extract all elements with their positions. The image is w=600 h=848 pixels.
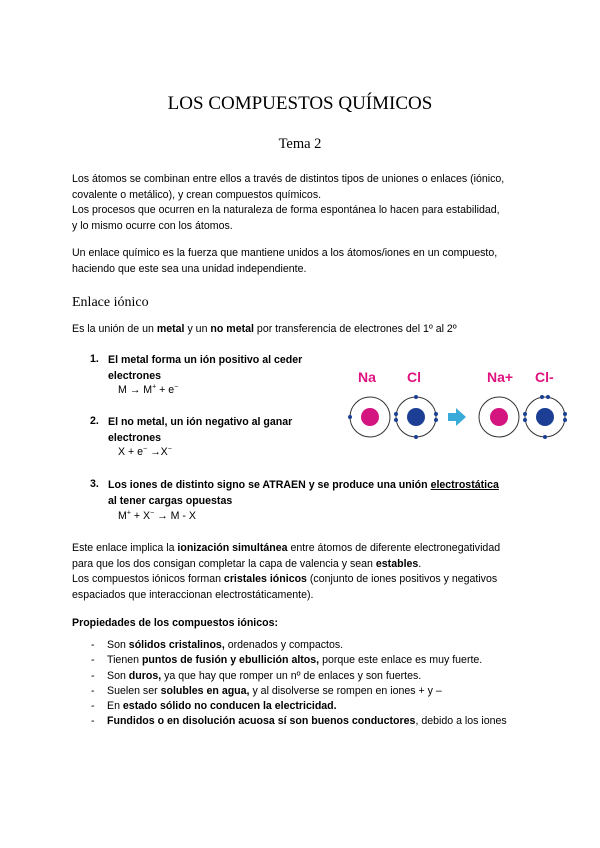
text-run: y al disolverse se rompen en iones + y – <box>249 684 442 697</box>
section-heading: Enlace iónico <box>72 295 149 310</box>
text-line: electrones <box>108 369 161 382</box>
text-run-bold: Fundidos o en disolución acuosa sí son buenos conductores <box>107 715 416 728</box>
text-line: espaciados que interaccionan electrostáticamente). <box>72 588 314 601</box>
bullet-dash: - <box>91 700 95 713</box>
list-item <box>91 714 551 729</box>
text-run: para que los dos consigan completar la capa de valencia y sean <box>72 557 376 570</box>
formula-part: M → M <box>118 384 153 396</box>
list-item <box>91 669 551 684</box>
step-formula <box>118 446 172 458</box>
formula-superscript: − <box>167 445 172 453</box>
ionic-bond-definition <box>72 322 542 338</box>
text-run-bold: metal <box>156 323 185 335</box>
bullet-dash: - <box>91 654 95 667</box>
text-run: ya que hay que romper un nº de enlaces y son fuertes. <box>161 669 422 682</box>
label-na: Na <box>358 369 376 385</box>
step-number: 2. <box>90 415 99 427</box>
label-na-plus: Na+ <box>487 369 514 385</box>
text-line: Los átomos se combinan entre ellos a través de distintos tipos de uniones o enlaces (iónico, <box>72 173 505 185</box>
text-run: ordenados y compactos. <box>224 639 344 651</box>
text-run: entre átomos de diferente electronegatividad <box>287 542 501 554</box>
sodium-ion <box>479 397 519 437</box>
label-cl: Cl <box>407 369 421 385</box>
formula-part: → M - X <box>154 510 196 522</box>
text-line: El metal forma un ión positivo al ceder <box>108 354 303 366</box>
text-run-bold: ionización simultánea <box>177 542 288 554</box>
text-line <box>72 541 552 557</box>
page-subtitle: Tema 2 <box>278 136 322 152</box>
step-text <box>108 478 548 509</box>
text-run-bold: solubles en agua, <box>160 684 250 697</box>
ionic-bond-diagram <box>340 362 576 458</box>
step-formula <box>118 510 196 522</box>
text-run: . <box>418 557 422 570</box>
bullet-dash: - <box>91 684 95 697</box>
text-line: y lo mismo ocurre con los átomos. <box>72 219 233 232</box>
text-run-bold: cristales iónicos <box>223 573 307 586</box>
step-text <box>108 353 348 384</box>
text-run-bold: estables <box>375 557 419 570</box>
formula-superscript: + <box>152 383 157 391</box>
label-cl-minus: Cl- <box>535 369 554 385</box>
text-line: Un enlace químico es la fuerza que mantiene unidos a los átomos/iones en un compuesto, <box>72 247 498 259</box>
intro-paragraph-2 <box>72 246 542 277</box>
text-run: Son <box>107 669 129 682</box>
text-run: por transferencia de electrones del 1º al 2º <box>253 323 457 335</box>
step-number: 3. <box>90 478 99 490</box>
text-line: al tener cargas opuestas <box>108 494 233 507</box>
text-line: Los procesos que ocurren en la naturaleza de forma espontánea lo hacen para estabilidad, <box>72 204 500 217</box>
text-line: electrones <box>108 431 161 444</box>
bullet-dash: - <box>91 669 95 682</box>
page-title: LOS COMPUESTOS QUÍMICOS <box>167 93 433 114</box>
text-run: porque este enlace es muy fuerte. <box>319 654 483 667</box>
text-line: El no metal, un ión negativo al ganar <box>108 416 293 428</box>
bullet-dash: - <box>91 639 95 651</box>
text-run: Tienen <box>107 654 142 667</box>
ionization-paragraph <box>72 541 552 603</box>
list-item <box>91 684 551 699</box>
list-item <box>91 638 551 653</box>
text-run: Los compuestos iónicos forman <box>72 573 224 586</box>
text-run: Son <box>107 639 129 651</box>
step-text <box>108 415 348 446</box>
formula-superscript: − <box>150 509 155 517</box>
chlorine-atom <box>394 395 438 439</box>
sodium-atom <box>348 397 390 437</box>
text-run-bold: sólidos cristalinos, <box>128 639 225 651</box>
chloride-ion <box>523 395 567 439</box>
arrow-right-icon <box>448 408 466 426</box>
text-line <box>72 557 552 573</box>
properties-list <box>91 638 551 730</box>
formula-superscript: − <box>174 383 179 391</box>
text-line <box>72 572 552 588</box>
text-run: Los iones de distinto signo se ATRAEN y se produce una unión <box>108 479 431 491</box>
text-line: haciendo que este sea una unidad independiente. <box>72 262 307 275</box>
text-run-bold: estado sólido no conducen la electricidad. <box>122 700 337 713</box>
text-line <box>108 478 548 494</box>
list-item <box>91 699 551 714</box>
text-run: Este enlace implica la <box>72 542 178 554</box>
step-number: 1. <box>90 353 99 365</box>
intro-paragraph-1 <box>72 172 542 234</box>
text-run-underlined: electrostática <box>430 479 499 491</box>
text-run: Suelen ser <box>107 684 161 697</box>
text-run-bold: puntos de fusión y ebullición altos, <box>141 654 320 667</box>
properties-title: Propiedades de los compuestos iónicos: <box>72 617 279 629</box>
formula-part: →X <box>147 446 168 458</box>
text-run: , debido a los iones <box>415 715 507 728</box>
formula-part: M <box>118 510 127 522</box>
text-run: y un <box>184 323 211 335</box>
text-run: En <box>107 700 123 713</box>
formula-part: + X <box>130 510 151 522</box>
list-item <box>91 653 551 668</box>
text-run-bold: duros, <box>128 669 162 682</box>
step-formula <box>118 384 178 396</box>
text-run: (conjunto de iones positivos y negativos <box>306 573 498 586</box>
formula-part: + e <box>156 384 175 396</box>
bullet-dash: - <box>91 715 95 728</box>
formula-superscript: + <box>126 509 131 517</box>
formula-part: X + e <box>118 446 144 458</box>
formula-superscript: − <box>143 445 148 453</box>
text-run-bold: no metal <box>210 323 254 335</box>
text-run: Es la unión de un <box>72 323 157 335</box>
text-line: covalente o metálico), y crean compuestos químicos. <box>72 188 322 201</box>
